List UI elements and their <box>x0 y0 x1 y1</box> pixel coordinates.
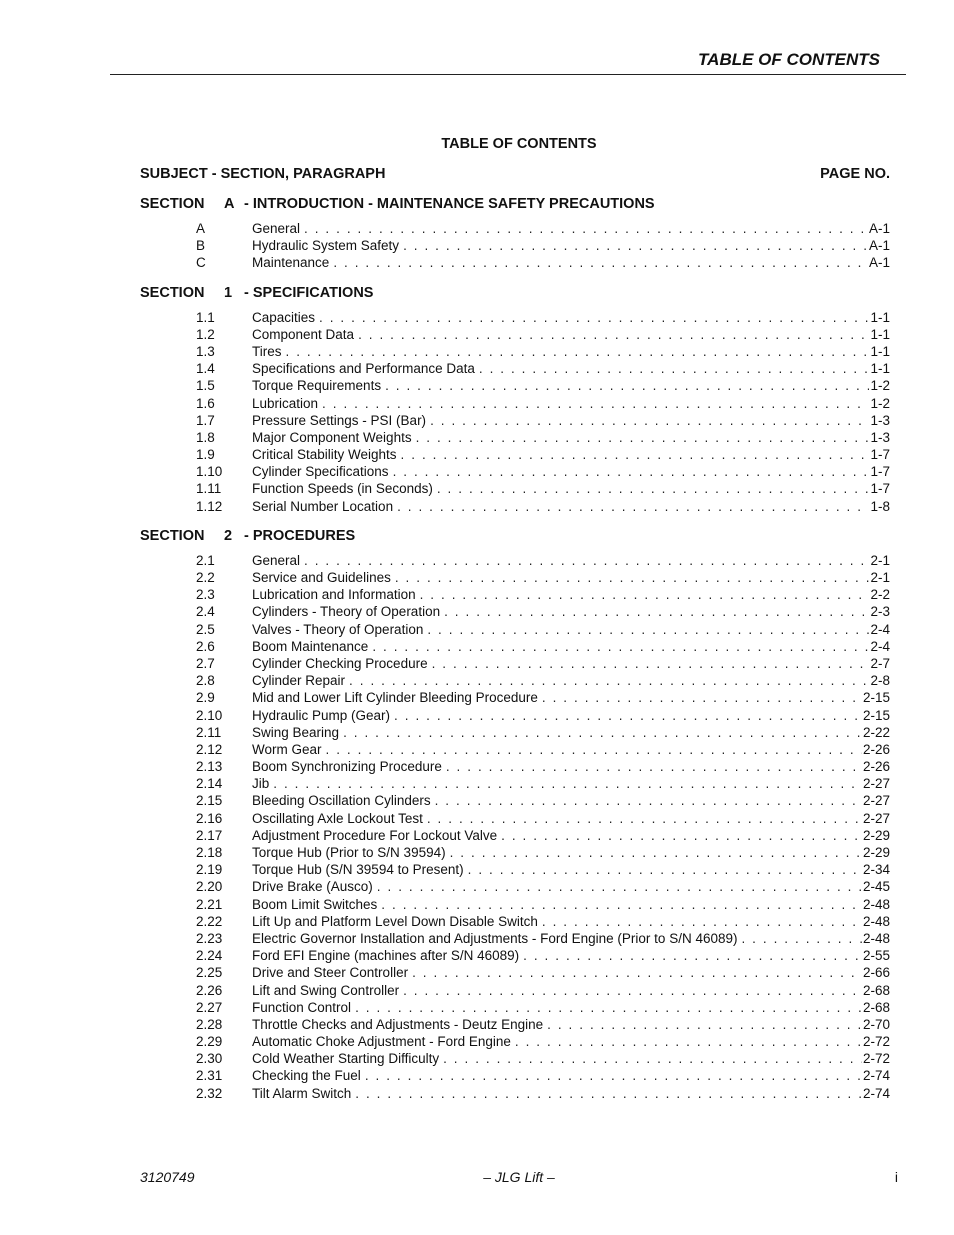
section-title: - PROCEDURES <box>244 527 356 544</box>
toc-entry[interactable] <box>140 758 890 775</box>
entry-number: 1.9 <box>196 447 215 463</box>
entry-number: 2.15 <box>196 793 223 809</box>
toc-sections <box>140 195 890 1114</box>
toc-entry[interactable] <box>140 621 890 638</box>
entry-page-number: 2-15 <box>862 690 890 706</box>
entry-title: Hydraulic System Safety <box>252 238 400 254</box>
entry-page-number: 2-48 <box>862 896 890 912</box>
dot-leader <box>444 603 869 620</box>
entry-page-number: 1-1 <box>870 326 890 342</box>
entry-title: Cylinder Repair <box>252 673 346 689</box>
dot-leader <box>542 689 862 706</box>
entry-number: 1.11 <box>196 481 222 497</box>
entry-number: 2.28 <box>196 1016 223 1032</box>
entry-page-number: 1-7 <box>870 481 890 497</box>
entry-number: 1.10 <box>196 464 223 480</box>
entry-page-number: A-1 <box>868 221 890 236</box>
entry-page-number: 1-7 <box>870 464 890 480</box>
entry-page-number: 2-29 <box>862 827 890 843</box>
toc-entry[interactable] <box>140 810 890 827</box>
entry-title: General <box>252 221 301 236</box>
dot-leader <box>479 360 870 377</box>
dot-leader <box>430 412 869 429</box>
toc-entry[interactable] <box>140 412 890 429</box>
entry-page-number: 2-2 <box>870 587 890 603</box>
entry-number: 2.22 <box>196 913 223 929</box>
entry-page-number: 2-68 <box>862 999 890 1015</box>
dot-leader <box>741 930 861 947</box>
entry-title: Function Speeds (in Seconds) <box>252 481 433 497</box>
entry-title: Valves - Theory of Operation <box>252 621 424 637</box>
entry-page-number: 2-26 <box>862 759 890 775</box>
entry-page-number: 2-74 <box>862 1068 890 1084</box>
entry-number: 2.6 <box>196 638 215 654</box>
toc-entry[interactable] <box>140 1067 890 1084</box>
entry-page-number: 1-3 <box>870 429 890 445</box>
dot-leader <box>322 395 869 412</box>
entry-title: Boom Synchronizing Procedure <box>252 759 442 775</box>
entry-page-number: 2-26 <box>862 741 890 757</box>
dot-leader <box>450 844 862 861</box>
dot-leader <box>349 672 869 689</box>
entry-number: 2.24 <box>196 948 223 964</box>
toc-entry[interactable] <box>140 947 890 964</box>
entry-title: Lift and Swing Controller <box>252 982 400 998</box>
entry-page-number: 1-2 <box>870 378 890 394</box>
dot-leader <box>381 896 862 913</box>
dot-leader <box>358 326 869 343</box>
entry-title: Maintenance <box>252 255 330 271</box>
toc-entry[interactable] <box>140 377 890 394</box>
toc-entry[interactable] <box>140 896 890 913</box>
entry-title: Tires <box>252 343 282 359</box>
entry-number: 2.21 <box>196 896 223 912</box>
toc-entry[interactable] <box>140 792 890 809</box>
entry-number: 2.9 <box>196 690 215 706</box>
entry-number: 1.1 <box>196 309 215 325</box>
toc-entry[interactable] <box>140 655 890 672</box>
entry-page-number: 2-74 <box>862 1085 890 1101</box>
entry-number: 1.6 <box>196 395 215 411</box>
entry-number: 2.12 <box>196 741 223 757</box>
entry-page-number: 2-48 <box>862 913 890 929</box>
toc-entry[interactable] <box>140 741 890 758</box>
entry-number: 1.2 <box>196 326 215 342</box>
entry-number: 2.27 <box>196 999 223 1015</box>
entry-number: 2.26 <box>196 982 223 998</box>
entry-page-number: 2-66 <box>862 965 890 981</box>
dot-leader <box>468 861 862 878</box>
entry-title: Boom Limit Switches <box>252 896 378 912</box>
dot-leader <box>286 343 870 360</box>
dot-leader <box>355 999 862 1016</box>
toc-entry[interactable] <box>140 326 890 343</box>
entry-title: Pressure Settings - PSI (Bar) <box>252 412 427 428</box>
dot-leader <box>523 947 862 964</box>
dot-leader <box>304 220 868 237</box>
toc-entry[interactable] <box>140 429 890 446</box>
dot-leader <box>435 792 862 809</box>
entry-page-number: 2-29 <box>862 845 890 860</box>
entry-number: A <box>196 221 206 236</box>
dot-leader <box>385 377 869 394</box>
entry-number: 1.3 <box>196 343 215 359</box>
entry-title: Checking the Fuel <box>252 1068 361 1084</box>
dot-leader <box>304 552 869 569</box>
dot-leader <box>333 254 868 271</box>
entry-title: Lubrication and Information <box>252 587 416 603</box>
entry-title: Capacities <box>252 309 316 325</box>
toc-entry[interactable] <box>140 964 890 981</box>
entry-number: 1.7 <box>196 412 215 428</box>
dot-leader <box>437 480 870 497</box>
dot-leader <box>420 586 870 603</box>
entry-page-number: 2-8 <box>870 673 890 689</box>
entry-number: 2.18 <box>196 845 223 860</box>
footer-brand: – JLG Lift – <box>483 1169 555 1185</box>
entry-number: 2.17 <box>196 827 223 843</box>
entry-number: 2.31 <box>196 1068 223 1084</box>
entry-page-number: 2-72 <box>862 1034 890 1050</box>
entry-number: 2.1 <box>196 552 215 568</box>
section-id: 1 <box>224 284 233 301</box>
entry-number: 2.14 <box>196 776 223 792</box>
dot-leader <box>515 1033 862 1050</box>
entry-title: Component Data <box>252 326 355 342</box>
entry-title: Function Control <box>252 999 352 1015</box>
toc-entry[interactable] <box>140 463 890 480</box>
toc-entry[interactable] <box>140 237 890 254</box>
entry-title: Torque Requirements <box>252 378 382 394</box>
toc-entry[interactable] <box>140 689 890 706</box>
dot-leader <box>372 638 869 655</box>
dot-leader <box>403 982 862 999</box>
toc-entry[interactable] <box>140 724 890 741</box>
entry-page-number: 2-22 <box>862 724 890 740</box>
dot-leader <box>432 655 870 672</box>
entry-title: Boom Maintenance <box>252 638 369 654</box>
dot-leader <box>273 775 862 792</box>
entry-page-number: 1-3 <box>870 412 890 428</box>
entry-title: Serial Number Location <box>252 498 394 514</box>
section-heading[interactable] <box>140 527 890 545</box>
toc-entry[interactable] <box>140 1033 890 1050</box>
entry-title: Torque Hub (Prior to S/N 39594) <box>252 845 446 860</box>
entry-number: 2.13 <box>196 759 223 775</box>
toc-entry[interactable] <box>140 638 890 655</box>
entry-title: Service and Guidelines <box>252 570 391 585</box>
entry-page-number: 2-45 <box>862 879 890 895</box>
toc-entry[interactable] <box>140 309 890 326</box>
section-label: SECTION <box>140 527 205 544</box>
entry-number: 2.30 <box>196 1051 223 1067</box>
entry-number: 2.25 <box>196 965 223 981</box>
toc-entry[interactable] <box>140 603 890 620</box>
entry-title: Cylinder Checking Procedure <box>252 655 428 671</box>
entry-page-number: 1-1 <box>870 309 890 325</box>
toc-entry[interactable] <box>140 220 890 237</box>
dot-leader <box>395 569 870 586</box>
toc-entry[interactable] <box>140 913 890 930</box>
entry-page-number: 2-4 <box>870 621 890 637</box>
entry-title: Swing Bearing <box>252 724 340 740</box>
dot-leader <box>365 1067 862 1084</box>
entry-page-number: 1-1 <box>870 343 890 359</box>
toc-entry[interactable] <box>140 878 890 895</box>
entry-page-number: A-1 <box>868 255 890 271</box>
entry-title: Tilt Alarm Switch <box>252 1085 352 1101</box>
entry-page-number: 2-48 <box>862 930 890 946</box>
entry-page-number: 1-2 <box>870 395 890 411</box>
dot-leader <box>326 741 862 758</box>
section-label: SECTION <box>140 284 205 301</box>
entry-title: Worm Gear <box>252 741 322 757</box>
toc-entry[interactable] <box>140 254 890 271</box>
toc-entry[interactable] <box>140 480 890 497</box>
section-title: - INTRODUCTION - MAINTENANCE SAFETY PRECAUTIONS <box>244 196 655 212</box>
dot-leader <box>355 1085 862 1102</box>
entry-page-number: 2-1 <box>870 570 890 585</box>
dot-leader <box>393 463 870 480</box>
entry-title: Cold Weather Starting Difficulty <box>252 1051 440 1067</box>
entry-title: Critical Stability Weights <box>252 447 397 463</box>
dot-leader <box>394 707 862 724</box>
entry-number: 1.8 <box>196 429 215 445</box>
toc-entry[interactable] <box>140 1016 890 1033</box>
entry-page-number: 1-1 <box>870 361 890 377</box>
entry-page-number: 2-3 <box>870 604 890 620</box>
toc-entry[interactable] <box>140 999 890 1016</box>
entry-title: Hydraulic Pump (Gear) <box>252 707 391 723</box>
entry-page-number: 2-55 <box>862 948 890 964</box>
entry-page-number: 2-27 <box>862 776 890 792</box>
entry-title: Cylinders - Theory of Operation <box>252 604 441 620</box>
entry-title: Electric Governor Installation and Adjustments - Ford Engine (Prior to S/N 46089) <box>252 930 738 946</box>
toc-entry[interactable] <box>140 498 890 515</box>
toc-entry[interactable] <box>140 552 890 569</box>
entry-page-number: 2-70 <box>862 1016 890 1032</box>
entry-number: 2.8 <box>196 673 215 689</box>
entry-page-number: 2-34 <box>862 862 890 878</box>
dot-leader <box>542 913 862 930</box>
section-id: 2 <box>224 527 233 544</box>
section-entry-list <box>140 220 890 272</box>
toc-entry[interactable] <box>140 1085 890 1102</box>
entry-page-number: 2-1 <box>870 552 890 568</box>
entry-page-number: 2-4 <box>870 638 890 654</box>
entry-number: 2.5 <box>196 621 215 637</box>
dot-leader <box>427 810 862 827</box>
toc-entry[interactable] <box>140 569 890 586</box>
toc-entry[interactable] <box>140 586 890 603</box>
entry-number: C <box>196 255 206 271</box>
dot-leader <box>343 724 862 741</box>
section-title: - SPECIFICATIONS <box>244 284 374 301</box>
dot-leader <box>416 429 870 446</box>
entry-title: General <box>252 552 301 568</box>
entry-page-number: 2-7 <box>870 655 890 671</box>
entry-number: 2.16 <box>196 810 223 826</box>
section-id: A <box>224 196 235 212</box>
entry-title: Bleeding Oscillation Cylinders <box>252 793 431 809</box>
entry-title: Oscillating Axle Lockout Test <box>252 810 423 826</box>
entry-number: 2.29 <box>196 1034 223 1050</box>
entry-page-number: 2-68 <box>862 982 890 998</box>
entry-page-number: A-1 <box>868 238 890 254</box>
toc-entry[interactable] <box>140 827 890 844</box>
dot-leader <box>412 964 862 981</box>
entry-number: 2.3 <box>196 587 215 603</box>
toc-column-headers <box>140 166 890 182</box>
entry-number: 2.7 <box>196 655 215 671</box>
entry-number: 2.19 <box>196 862 223 878</box>
entry-page-number: 1-7 <box>870 447 890 463</box>
entry-number: 2.4 <box>196 604 215 620</box>
entry-title: Cylinder Specifications <box>252 464 389 480</box>
toc-entry[interactable] <box>140 861 890 878</box>
entry-number: 2.11 <box>196 724 222 740</box>
section-heading[interactable] <box>140 195 890 213</box>
header-rule <box>110 74 906 75</box>
entry-title: Mid and Lower Lift Cylinder Bleeding Procedure <box>252 690 538 706</box>
entry-page-number: 2-27 <box>862 810 890 826</box>
column-header-subject: SUBJECT - SECTION, PARAGRAPH <box>140 166 386 182</box>
dot-leader <box>501 827 862 844</box>
dot-leader <box>427 621 869 638</box>
entry-number: 1.12 <box>196 498 223 514</box>
toc-entry[interactable] <box>140 446 890 463</box>
toc-entry[interactable] <box>140 930 890 947</box>
entry-title: Specifications and Performance Data <box>252 361 475 377</box>
entry-number: 2.10 <box>196 707 223 723</box>
section-heading[interactable] <box>140 284 890 302</box>
dot-leader <box>446 758 862 775</box>
dot-leader <box>443 1050 862 1067</box>
toc-title: TABLE OF CONTENTS <box>441 136 597 152</box>
entry-title: Lift Up and Platform Level Down Disable Switch <box>252 913 538 929</box>
dot-leader <box>377 878 862 895</box>
toc-entry[interactable] <box>140 1050 890 1067</box>
entry-title: Automatic Choke Adjustment - Ford Engine <box>252 1034 511 1050</box>
entry-number: 1.5 <box>196 378 215 394</box>
dot-leader <box>319 309 869 326</box>
entry-page-number: 2-27 <box>862 793 890 809</box>
dot-leader <box>403 237 868 254</box>
section-entry-list <box>140 309 890 515</box>
toc-entry[interactable] <box>140 360 890 377</box>
entry-title: Drive Brake (Ausco) <box>252 879 373 895</box>
entry-number: 2.2 <box>196 570 215 585</box>
toc-entry[interactable] <box>140 775 890 792</box>
section-label: SECTION <box>140 196 205 212</box>
dot-leader <box>547 1016 862 1033</box>
dot-leader <box>397 498 869 515</box>
section-entry-list <box>140 552 890 1102</box>
running-header-title: TABLE OF CONTENTS <box>698 50 880 69</box>
entry-number: 2.23 <box>196 930 223 946</box>
entry-number: B <box>196 238 206 254</box>
entry-page-number: 2-15 <box>862 707 890 723</box>
entry-title: Adjustment Procedure For Lockout Valve <box>252 827 498 843</box>
footer-page-number: i <box>894 1169 898 1185</box>
toc-entry[interactable] <box>140 343 890 360</box>
entry-title: Drive and Steer Controller <box>252 965 409 981</box>
dot-leader <box>401 446 870 463</box>
toc-entry[interactable] <box>140 982 890 999</box>
entry-title: Major Component Weights <box>252 429 412 445</box>
entry-number: 2.20 <box>196 879 223 895</box>
entry-title: Jib <box>252 776 270 792</box>
column-header-page: PAGE NO. <box>820 166 890 182</box>
entry-number: 1.4 <box>196 361 215 377</box>
toc-entry[interactable] <box>140 844 890 861</box>
entry-page-number: 1-8 <box>870 498 890 514</box>
toc-entry[interactable] <box>140 672 890 689</box>
entry-title: Ford EFI Engine (machines after S/N 46089) <box>252 948 520 964</box>
entry-title: Throttle Checks and Adjustments - Deutz Engine <box>252 1016 544 1032</box>
toc-entry[interactable] <box>140 707 890 724</box>
entry-page-number: 2-72 <box>862 1051 890 1067</box>
entry-title: Lubrication <box>252 395 319 411</box>
toc-entry[interactable] <box>140 395 890 412</box>
footer-document-number: 3120749 <box>140 1169 195 1185</box>
entry-number: 2.32 <box>196 1085 223 1101</box>
entry-title: Torque Hub (S/N 39594 to Present) <box>252 862 464 878</box>
